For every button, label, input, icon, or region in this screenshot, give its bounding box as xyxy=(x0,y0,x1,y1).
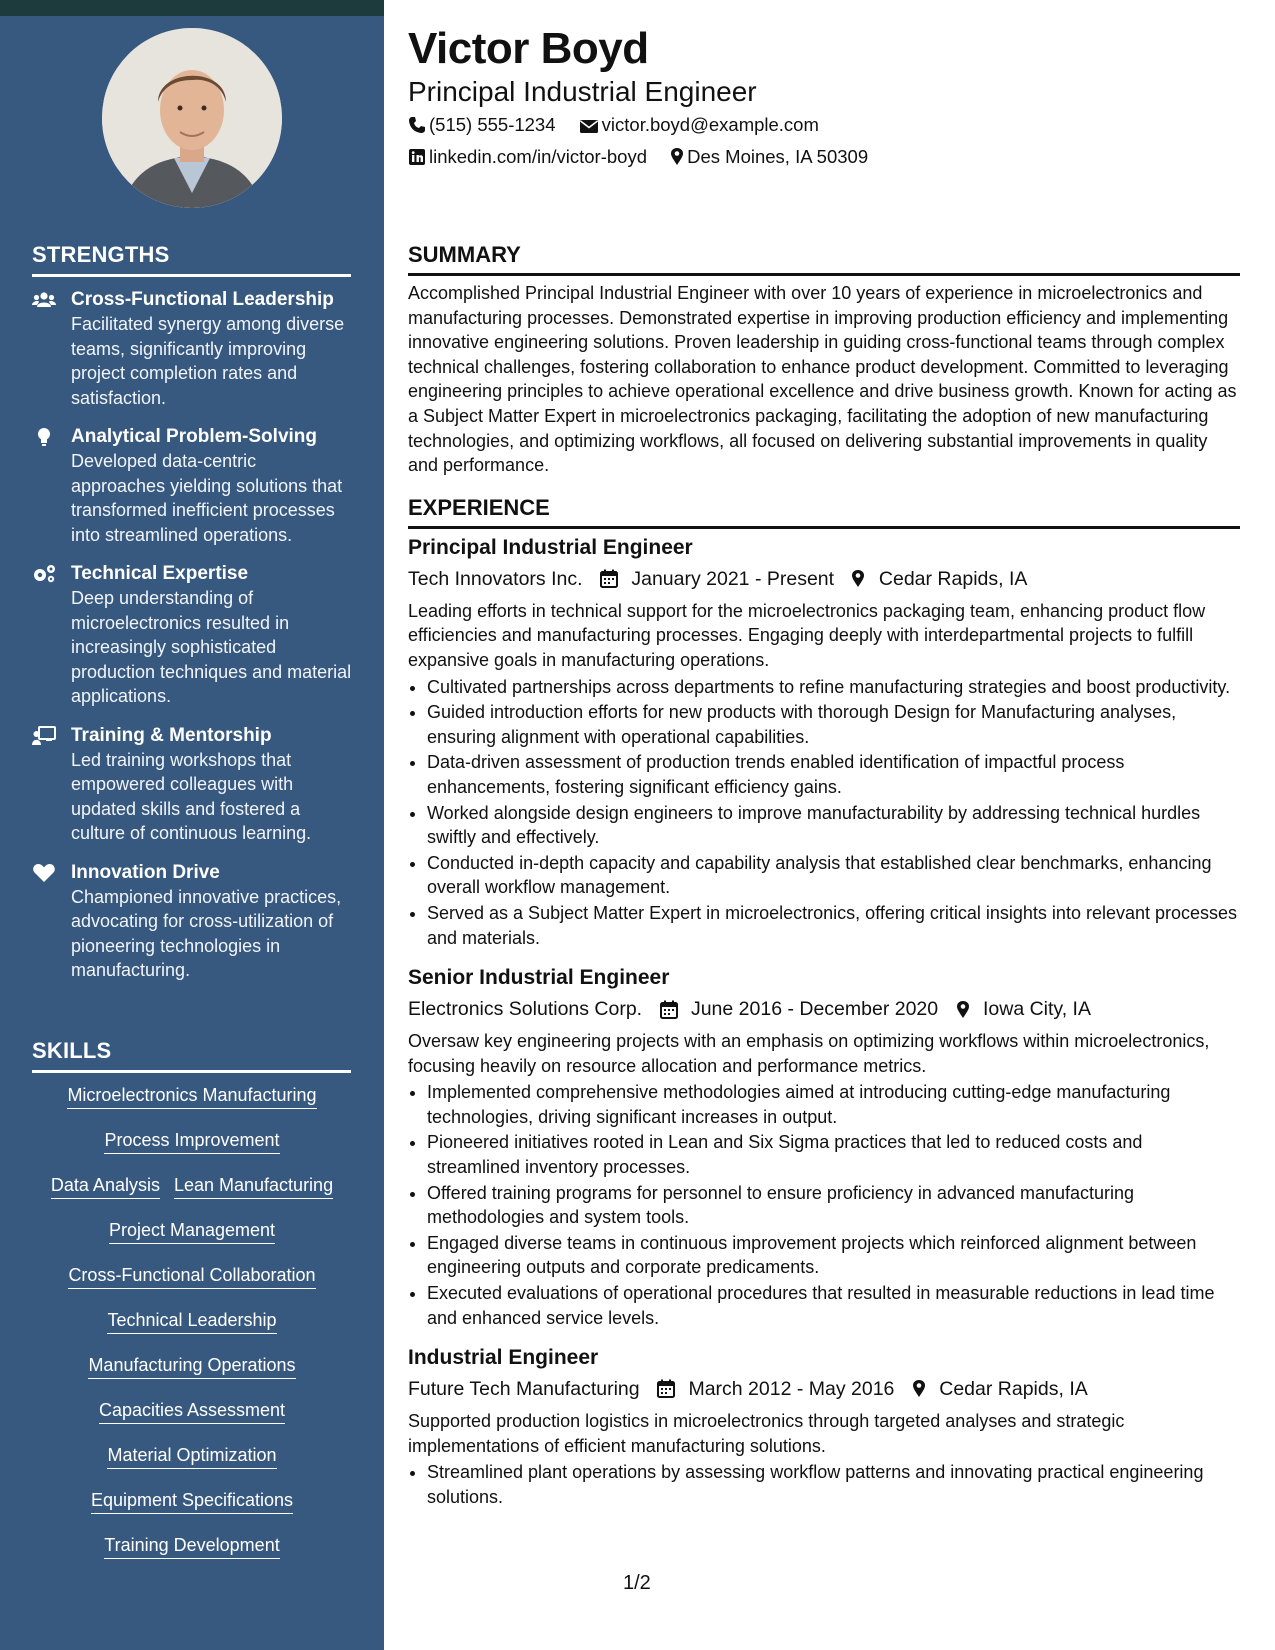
strengths-heading: STRENGTHS xyxy=(32,242,351,277)
job-bullet: • Implemented comprehensive methodologies aimed at introducing cutting-edge manufacturing technologies, driving significant increases in output. xyxy=(427,1080,1240,1129)
skill-tag: Lean Manufacturing xyxy=(174,1174,333,1199)
job-entry xyxy=(408,534,1240,950)
skill-tag: Manufacturing Operations xyxy=(88,1354,295,1379)
job-bullet: • Pioneered initiatives rooted in Lean and Six Sigma practices that led to reduced costs and streamlined inventory processes. xyxy=(427,1130,1240,1179)
gears-icon xyxy=(32,564,56,584)
strength-item xyxy=(32,861,352,983)
job-bullet: • Executed evaluations of operational procedures that resulted in measurable reductions in lead time and enhanced service levels. xyxy=(427,1281,1240,1330)
skill-tag: Cross-Functional Collaboration xyxy=(68,1264,315,1289)
job-bullet: • Engaged diverse teams in continuous improvement projects which reinforced alignment between engineering outputs and corporate predicaments. xyxy=(427,1231,1240,1280)
summary-heading: SUMMARY xyxy=(408,242,1240,276)
skill-tag: Project Management xyxy=(109,1219,275,1244)
profile-photo xyxy=(102,28,282,208)
strength-description: Championed innovative practices, advocating for cross-utilization of pioneering technologies in manufacturing. xyxy=(71,886,342,980)
calendar-icon xyxy=(657,1379,675,1398)
location-text: Des Moines, IA 50309 xyxy=(687,146,869,167)
calendar-icon xyxy=(660,1000,678,1019)
job-title: Industrial Engineer xyxy=(408,1346,599,1370)
map-marker-icon xyxy=(912,1379,926,1398)
strength-description: Led training workshops that empowered colleagues with updated skills and fostered a culture of continuous learning. xyxy=(71,749,312,843)
linkedin-text: linkedin.com/in/victor-boyd xyxy=(429,146,647,167)
skill-tag: Microelectronics Manufacturing xyxy=(67,1084,316,1109)
job-company: Electronics Solutions Corp. xyxy=(408,998,643,1020)
strength-title: Technical Expertise xyxy=(71,563,249,584)
job-meta xyxy=(408,1374,1240,1403)
map-marker-icon xyxy=(670,147,684,166)
job-location: Iowa City, IA xyxy=(982,998,1091,1020)
envelope-icon xyxy=(579,118,599,134)
map-marker-icon xyxy=(956,1000,970,1019)
job-title: Principal Industrial Engineer xyxy=(408,536,693,559)
heart-icon xyxy=(32,863,56,883)
job-bullet: • Conducted in-depth capacity and capability analysis that established clear benchmarks, enhancing overall workflow management. xyxy=(427,851,1240,900)
email-contact[interactable] xyxy=(579,113,819,137)
job-location: Cedar Rapids, IA xyxy=(939,1377,1088,1400)
sidebar-top-bar xyxy=(0,0,384,16)
job-meta xyxy=(408,994,1240,1023)
job-meta xyxy=(408,564,1240,593)
job-bullets xyxy=(408,1080,1240,1330)
candidate-title: Principal Industrial Engineer xyxy=(408,76,757,107)
job-bullet: • Served as a Subject Matter Expert in microelectronics, offering critical insights into relevant processes and materials. xyxy=(427,901,1240,950)
strength-description: Facilitated synergy among diverse teams, significantly improving project completion rates and satisfaction. xyxy=(71,314,345,408)
job-entry xyxy=(408,1344,1240,1509)
job-title: Senior Industrial Engineer xyxy=(408,966,670,990)
strength-description: Developed data-centric approaches yielding solutions that transformed inefficient processes into streamlined operations. xyxy=(71,451,343,545)
skill-tag: Capacities Assessment xyxy=(99,1399,285,1424)
phone-text: (515) 555-1234 xyxy=(429,114,556,135)
job-dates: January 2021 - Present xyxy=(631,567,835,590)
strength-description: Deep understanding of microelectronics resulted in increasingly sophisticated production techniques and material applications. xyxy=(71,588,352,706)
phone-contact xyxy=(408,113,556,137)
job-dates: March 2012 - May 2016 xyxy=(688,1377,895,1400)
job-bullet: • Cultivated partnerships across departments to refine manufacturing strategies and boost productivity. xyxy=(427,675,1240,700)
skill-tag: Training Development xyxy=(104,1534,279,1559)
strength-title: Analytical Problem-Solving xyxy=(71,426,317,447)
users-icon xyxy=(32,290,56,310)
job-bullet: • Guided introduction efforts for new products with thorough Design for Manufacturing analyses, ensuring alignment with operational capabilities. xyxy=(427,700,1240,749)
calendar-icon xyxy=(600,569,618,588)
job-description: Oversaw key engineering projects with an emphasis on optimizing workflows within microelectronics, focusing heavily on resource allocation and performance metrics. xyxy=(408,1031,1210,1076)
job-company: Tech Innovators Inc. xyxy=(408,567,583,590)
strength-item xyxy=(32,425,352,547)
experience-list xyxy=(408,534,1240,1523)
linkedin-icon xyxy=(408,148,426,166)
job-description: Leading efforts in technical support for the microelectronics packaging team, enhancing product flow efficiencies and manufacturing processes. Engaging deeply with interdepartmental projects to fulfill expansive goals in manufacturing operations. xyxy=(408,600,1206,671)
contact-row xyxy=(408,113,837,137)
map-marker-icon xyxy=(851,569,865,588)
skill-list xyxy=(32,1084,352,1579)
strength-title: Training & Mentorship xyxy=(71,724,272,746)
skill-tag: Technical Leadership xyxy=(107,1309,276,1334)
job-bullet: • Offered training programs for personnel to ensure proficiency in advanced manufacturing methodologies and system tools. xyxy=(427,1181,1240,1230)
experience-heading: EXPERIENCE xyxy=(408,495,1240,529)
skill-tag: Equipment Specifications xyxy=(91,1489,293,1514)
linkedin-contact[interactable] xyxy=(408,145,647,169)
location-contact xyxy=(670,145,868,169)
phone-icon xyxy=(408,116,426,134)
skill-tag: Data Analysis xyxy=(51,1174,160,1199)
job-location: Cedar Rapids, IA xyxy=(878,567,1028,590)
job-bullet: • Streamlined plant operations by assessing workflow patterns and innovating practical engineering solutions. xyxy=(427,1460,1240,1509)
strength-item xyxy=(32,724,352,846)
job-bullets xyxy=(408,1460,1240,1509)
email-text: victor.boyd@example.com xyxy=(601,114,819,135)
strength-item xyxy=(32,562,352,709)
candidate-name: Victor Boyd xyxy=(408,24,649,73)
strength-list xyxy=(32,288,352,998)
strength-title: Innovation Drive xyxy=(71,861,220,883)
skill-tag: Material Optimization xyxy=(107,1444,276,1469)
job-bullet: • Data-driven assessment of production trends enabled identification of impactful process enhancements, fostering significant efficiency gains. xyxy=(427,750,1240,799)
job-entry xyxy=(408,964,1240,1330)
job-bullet: • Worked alongside design engineers to improve manufacturability by addressing technical hurdles swiftly and effectively. xyxy=(427,801,1240,850)
job-dates: June 2016 - December 2020 xyxy=(690,998,939,1020)
chalkboard-teacher-icon xyxy=(32,726,56,746)
skill-tag: Process Improvement xyxy=(104,1129,279,1154)
strength-title: Cross-Functional Leadership xyxy=(71,289,334,310)
job-company: Future Tech Manufacturing xyxy=(408,1377,640,1400)
job-bullets xyxy=(408,675,1240,951)
lightbulb-icon xyxy=(32,427,56,447)
job-description: Supported production logistics in microelectronics through targeted analyses and strategic implementations of efficient manufacturing solutions. xyxy=(408,1410,1125,1456)
sidebar xyxy=(0,0,384,1650)
strength-item xyxy=(32,288,352,410)
page-number: 1/2 xyxy=(623,1572,651,1594)
contact-row xyxy=(408,145,886,169)
summary-text: Accomplished Principal Industrial Engineer with over 10 years of experience in microelectronics and manufacturing processes. Demonstrated expertise in improving production efficiency and implementing innovative engineering solutions. Proven leadership in guiding cross-functional teams through complex technical challenges, fostering collaboration to enhance product development. Committed to leveraging engineering principles to achieve operational excellence and drive business growth. Known for acting as a Subject Matter Expert in microelectronics packaging, facilitating the adoption of new manufacturing technologies, and optimizing workflows, all focused on delivering substantial improvements in quality and performance. xyxy=(408,283,1237,476)
skills-heading: SKILLS xyxy=(32,1038,351,1073)
